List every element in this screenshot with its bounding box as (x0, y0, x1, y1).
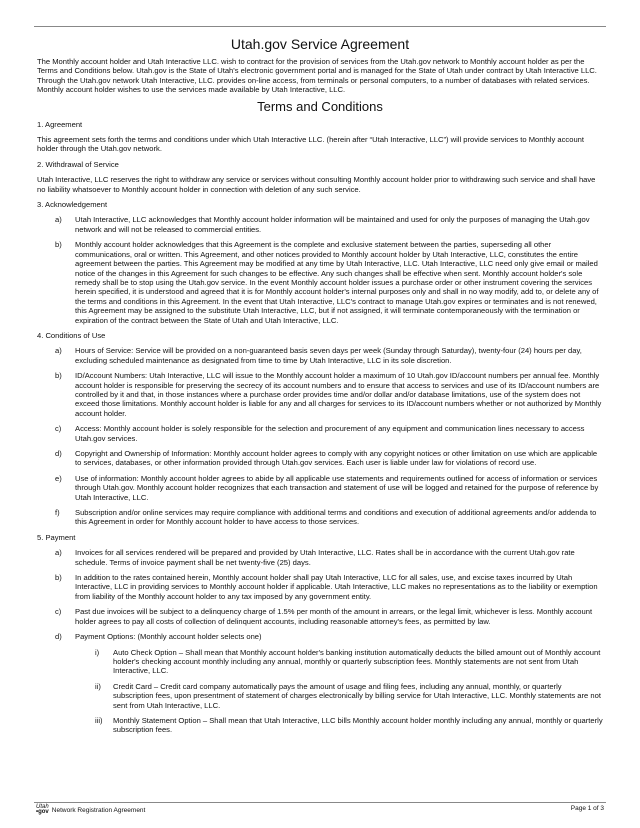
list-item (37, 240, 603, 325)
intro-paragraph: The Monthly account holder and Utah Interactive LLC. wish to contract for the provision of services from the Utah.gov network to Monthly account holder as per the Terms and Conditions below. Utah.gov is the State of Utah's electronic government portal and is managed for the State of Utah under contract by Utah Interactive LLC. Through the Utah.gov network Utah Interactive, LLC. provides on-line access, from terminals or personal computers, to a number of databases with related services. Monthly account holder wishes to use the services made available by Utah Interactive, LLC. (37, 57, 597, 95)
utah-gov-logo (36, 805, 49, 815)
list-item (37, 508, 603, 527)
document-title: Utah.gov Service Agreement (230, 36, 410, 52)
item-label: c) (55, 607, 62, 617)
item-label: f) (55, 508, 60, 518)
item-label: a) (55, 346, 62, 356)
item-text: Use of information: Monthly account holder agrees to abide by all applicable use statements and requirements outlined for access of information or services through Utah.gov. Monthly account holder recognizes that each transaction and statement of use will be logged and retained for the purpose of reference by Utah Interactive, LLC. (75, 473, 599, 502)
item-text: Monthly account holder acknowledges that this Agreement is the complete and exclusive statement between the parties, superseding all other communications, oral or written. This Agreement, and other notices provided to Monthly account holder by Utah Interactive, LLC, constitutes the entire agreement between the parties. This Agreement may be modified at any time by Utah Interactive, LLC. Utah Interactive, LLC need only give email or mailed notice of the changes in this Agreement for such changes to be effective. Any such changes shall be effective when sent. Monthly account holder's sole remedy shall be to stop using the Utah.gov service. In the event Monthly account holder issues a purchase order or other instrument covering the services herein specified, it is understood and agreed that it is for Monthly account holder's internal purposes only and shall in no way modify, add to, or delete any of the terms and conditions in this Agreement. In the event that Utah Interactive, LLC's contract to manage Utah.gov expires or terminates and is not renewed, this Agreement may be assigned to the substitute Utah Interactive, LLC, but if not assigned, it will terminate contemporaneously with the termination or expiration of the contract between the State of Utah and Utah Interactive, LLC. (75, 240, 599, 325)
sub-item-text: Monthly Statement Option – Shall mean that Utah Interactive, LLC bills Monthly account holder monthly including any annual, monthly or quarterly subscription fees. (113, 715, 603, 735)
item-label: c) (55, 424, 62, 434)
sub-item-text: Credit Card – Credit card company automatically pays the amount of usage and filing fees, including any annual, monthly, or quarterly subscription fees, upon presentment of statement of charges electronically by billing service for Utah Interactive, LLC. Monthly statements are not sent from Utah Interactive, LLC. (113, 681, 601, 710)
document-body (37, 36, 603, 741)
list-item (37, 215, 603, 234)
item-text: Copyright and Ownership of Information: Monthly account holder agrees to comply with any copyright notices or other limitation on use which are applicable to services, databases, or other information provided through Utah.gov services. Each user is liable under law for violations of record use. (75, 449, 598, 468)
logo-top-text: Utah (36, 804, 49, 810)
item-label: b) (55, 573, 62, 583)
item-label: e) (55, 473, 62, 483)
list-item (37, 548, 603, 567)
item-text: Hours of Service: Service will be provided on a non-guaranteed basis seven days per week (Sunday through Saturday), twenty-four (24) hours per day, excluding scheduled maintenance as designated from time to time by Utah Interactive, LLC in its sole discretion. (75, 346, 582, 365)
list-item (37, 346, 603, 365)
top-rule (34, 26, 606, 27)
section-5-heading: 5. Payment (37, 532, 76, 542)
list-item (37, 474, 603, 502)
section-2-body: Utah Interactive, LLC reserves the right to withdraw any service or services without consulting Monthly account holder prior to withdrawing such service and shall have no liability whatsoever to Monthly account holder in connection with deletion of any such service. (37, 175, 596, 194)
section-3-heading: 3. Acknowledgement (37, 200, 108, 210)
item-label: a) (55, 548, 62, 558)
item-label: a) (55, 215, 62, 225)
item-text: Payment Options: (Monthly account holder selects one) (75, 632, 262, 642)
list-item (37, 371, 603, 418)
logo-bottom-text: •gov (36, 809, 49, 815)
sub-item-text: Auto Check Option – Shall mean that Monthly account holder's banking institution automatically deducts the billed amount out of Monthly account holder's checking account monthly including any annual, monthly or quarterly subscription fees. Monthly statements are not sent from Utah Interactive, LLC. (113, 647, 601, 676)
item-text: Past due invoices will be subject to a delinquency charge of 1.5% per month of the amount in arrears, or the legal limit, whichever is less. Monthly account holder agrees to pay all costs of collection of delinquent accounts, including reasonable attorney's fees, as permitted by law. (75, 607, 593, 626)
sub-list-item (37, 716, 603, 735)
item-label: b) (55, 240, 62, 250)
item-text: Utah Interactive, LLC acknowledges that Monthly account holder information will be maintained and used for only the purposes of managing the Utah.gov network and will not be released to commercial entities. (75, 215, 590, 234)
list-item (37, 424, 603, 443)
footer-document-name: Network Registration Agreement (51, 806, 146, 814)
sub-list-item (37, 648, 603, 676)
item-label: d) (55, 632, 62, 642)
section-1-heading: 1. Agreement (37, 119, 83, 129)
list-item (37, 632, 603, 641)
sub-item-label: ii) (95, 681, 101, 691)
section-2-heading: 2. Withdrawal of Service (37, 159, 119, 169)
list-item (37, 607, 603, 626)
item-text: Subscription and/or online services may require compliance with additional terms and conditions and execution of additional agreements and/or addenda to this Agreement in order for Monthly account holder to have access to those services. (75, 508, 597, 527)
section-1-body: This agreement sets forth the terms and conditions under which Utah Interactive LLC. (herein after “Utah Interactive, LLC”) will provide services to Monthly account holder through the Utah.gov network. (37, 135, 585, 154)
footer-left (36, 805, 145, 815)
footer-rule (34, 802, 606, 803)
item-label: b) (55, 371, 62, 381)
item-label: d) (55, 449, 62, 458)
item-text: Invoices for all services rendered will be prepared and provided by Utah Interactive, LLC. Rates shall be in accordance with the current Utah.gov rate schedule. Terms of invoice payment shall be net twenty-five (25) days. (75, 548, 575, 567)
list-item (37, 449, 603, 468)
page-number: Page 1 of 3 (570, 805, 604, 812)
list-item (37, 573, 603, 601)
section-4-heading: 4. Conditions of Use (37, 330, 106, 340)
sub-item-label: i) (95, 647, 100, 657)
item-text: ID/Account Numbers: Utah Interactive, LLC will issue to the Monthly account holder a maximum of 10 Utah.gov ID/account numbers per annual fee. Monthly account holder is responsible for preserving the secrecy of its account numbers and to ensure that access to services and use of its ID/account numbers are controlled by it and that, in those instances where a purchase order provides time and/or dollar and/or database limitations, use of the system does not exceed those limitations. Monthly account holder is liable for any and all charges for services to its ID/account numbers whether or not authorized by Monthly account holder. (75, 371, 602, 418)
item-text: In addition to the rates contained herein, Monthly account holder shall pay Utah Interactive, LLC for all sales, use, and excise taxes incurred by Utah Interactive, LLC in providing services to Monthly account holder if applicable. Utah Interactive, LLC makes no representations as to the liability or exemption from liability of the Monthly account holder to any tax imposed by any government entity. (75, 573, 598, 601)
sub-item-label: iii) (95, 715, 103, 725)
sub-list-item (37, 682, 603, 710)
item-text: Access: Monthly account holder is solely responsible for the selection and procurement of any equipment and communication lines necessary to access Utah.gov services. (75, 424, 585, 443)
terms-heading: Terms and Conditions (257, 98, 383, 114)
